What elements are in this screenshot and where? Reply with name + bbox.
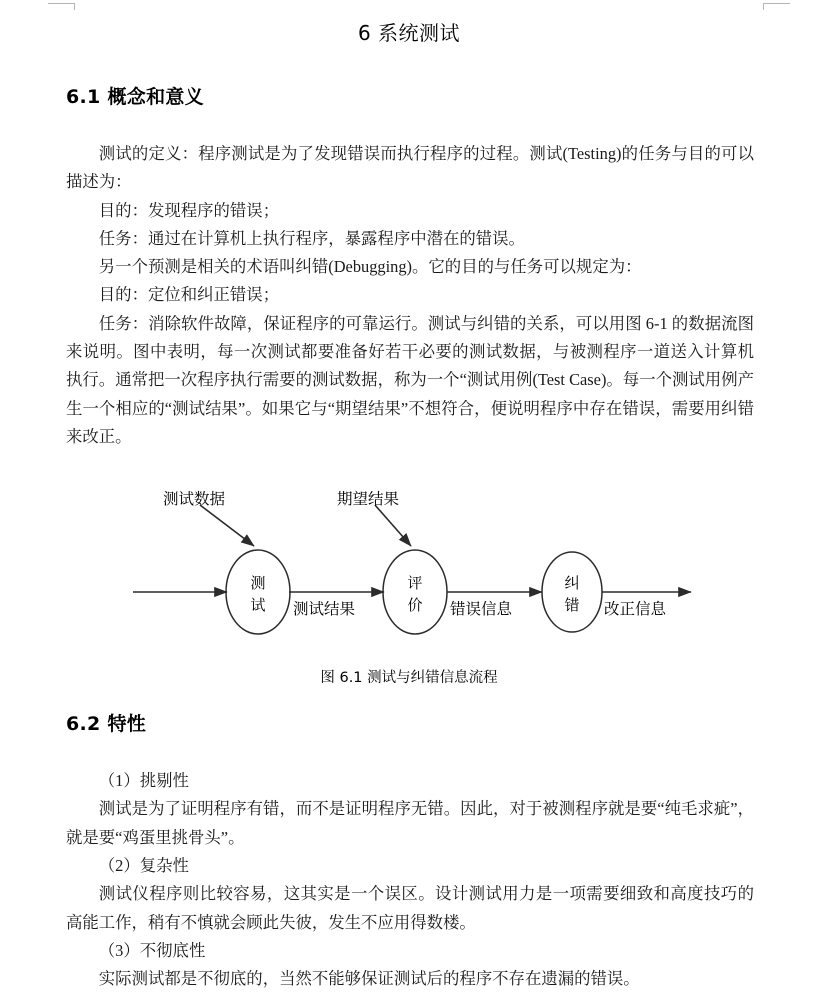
label-expected-result: 期望结果 xyxy=(337,490,400,508)
node-evaluate-ellipse xyxy=(383,550,447,634)
arrow-test-data-to-test xyxy=(200,505,254,546)
crop-mark-top-left xyxy=(48,3,75,4)
paragraph-debugging: 另一个预测是相关的术语叫纠错(Debugging)。它的目的与任务可以规定为： xyxy=(98,257,642,277)
feature-label-1: （1）挑剔性 xyxy=(98,771,189,790)
figure-flow-diagram xyxy=(0,478,818,693)
paragraph-task-1: 任务：通过在计算机上执行程序，暴露程序中潜在的错误。 xyxy=(98,228,525,248)
paragraph-task-2: 任务：消除软件故障，保证程序的可靠运行。测试与纠错的关系，可以用图 6-1 的数据流图来说明。图中表明，每一次测试都要准备好若干必要的测试数据，与被测程序一道送入计算机执行。通常把一次程序执行需要的测试数据，称为一个“测试用例(Test Case)。每一个测试用例产生一个相应的“测试结果”。如果它与“期望结果”不想符合，便说明程序中存在错误，需要用纠错来改正。 xyxy=(66,313,754,446)
node-evaluate-label-line1: 评 xyxy=(407,574,423,592)
label-correction-info: 改正信息 xyxy=(604,600,667,618)
node-debug-ellipse xyxy=(542,552,602,632)
node-test-ellipse xyxy=(226,550,290,634)
node-debug-label-line2: 错 xyxy=(564,596,580,614)
figure-caption: 图 6.1 测试与纠错信息流程 xyxy=(320,670,498,686)
label-error-info: 错误信息 xyxy=(450,600,513,618)
arrow-expected-result-to-evaluate xyxy=(375,505,411,546)
feature-text-2: 测试仪程序则比较容易，这其实是一个误区。设计测试用力是一项需要细致和高度技巧的高能工作，稍有不慎就会顾此失彼，发生不应用得数楼。 xyxy=(66,884,754,932)
section-6-1-body xyxy=(66,140,754,451)
flow-diagram-svg xyxy=(0,478,818,693)
feature-text-3: 实际测试都是不彻底的，当然不能够保证测试后的程序不存在遗漏的错误。 xyxy=(98,969,640,989)
section-heading-6-2: 6.2 特性 xyxy=(66,713,147,735)
label-test-result: 测试结果 xyxy=(293,600,356,618)
feature-block-1 xyxy=(66,767,754,852)
feature-block-2 xyxy=(66,852,754,937)
crop-mark-top-right xyxy=(763,3,790,4)
feature-label-3: （3）不彻底性 xyxy=(98,941,206,960)
node-test-label-line2: 试 xyxy=(250,596,266,614)
paragraph-purpose-1: 目的：发现程序的错误； xyxy=(98,200,280,220)
label-test-data: 测试数据 xyxy=(163,490,226,508)
node-test-label-line1: 测 xyxy=(250,574,266,592)
feature-text-1: 测试是为了证明程序有错，而不是证明程序无错。因此，对于被测程序就是要“纯毛求疵”，就是要“鸡蛋里挑骨头”。 xyxy=(66,799,754,847)
node-debug-label-line1: 纠 xyxy=(564,574,580,592)
section-heading-6-1: 6.1 概念和意义 xyxy=(66,86,204,108)
node-evaluate-label-line2: 价 xyxy=(407,596,423,614)
paragraph-purpose-2: 目的：定位和纠正错误； xyxy=(98,285,280,305)
page-title: 6 系统测试 xyxy=(357,21,461,45)
feature-block-3 xyxy=(66,937,754,994)
paragraph-definition: 测试的定义：程序测试是为了发现错误而执行程序的过程。测试(Testing)的任务与目的可以描述为： xyxy=(66,144,754,192)
feature-label-2: （2）复杂性 xyxy=(98,856,189,875)
